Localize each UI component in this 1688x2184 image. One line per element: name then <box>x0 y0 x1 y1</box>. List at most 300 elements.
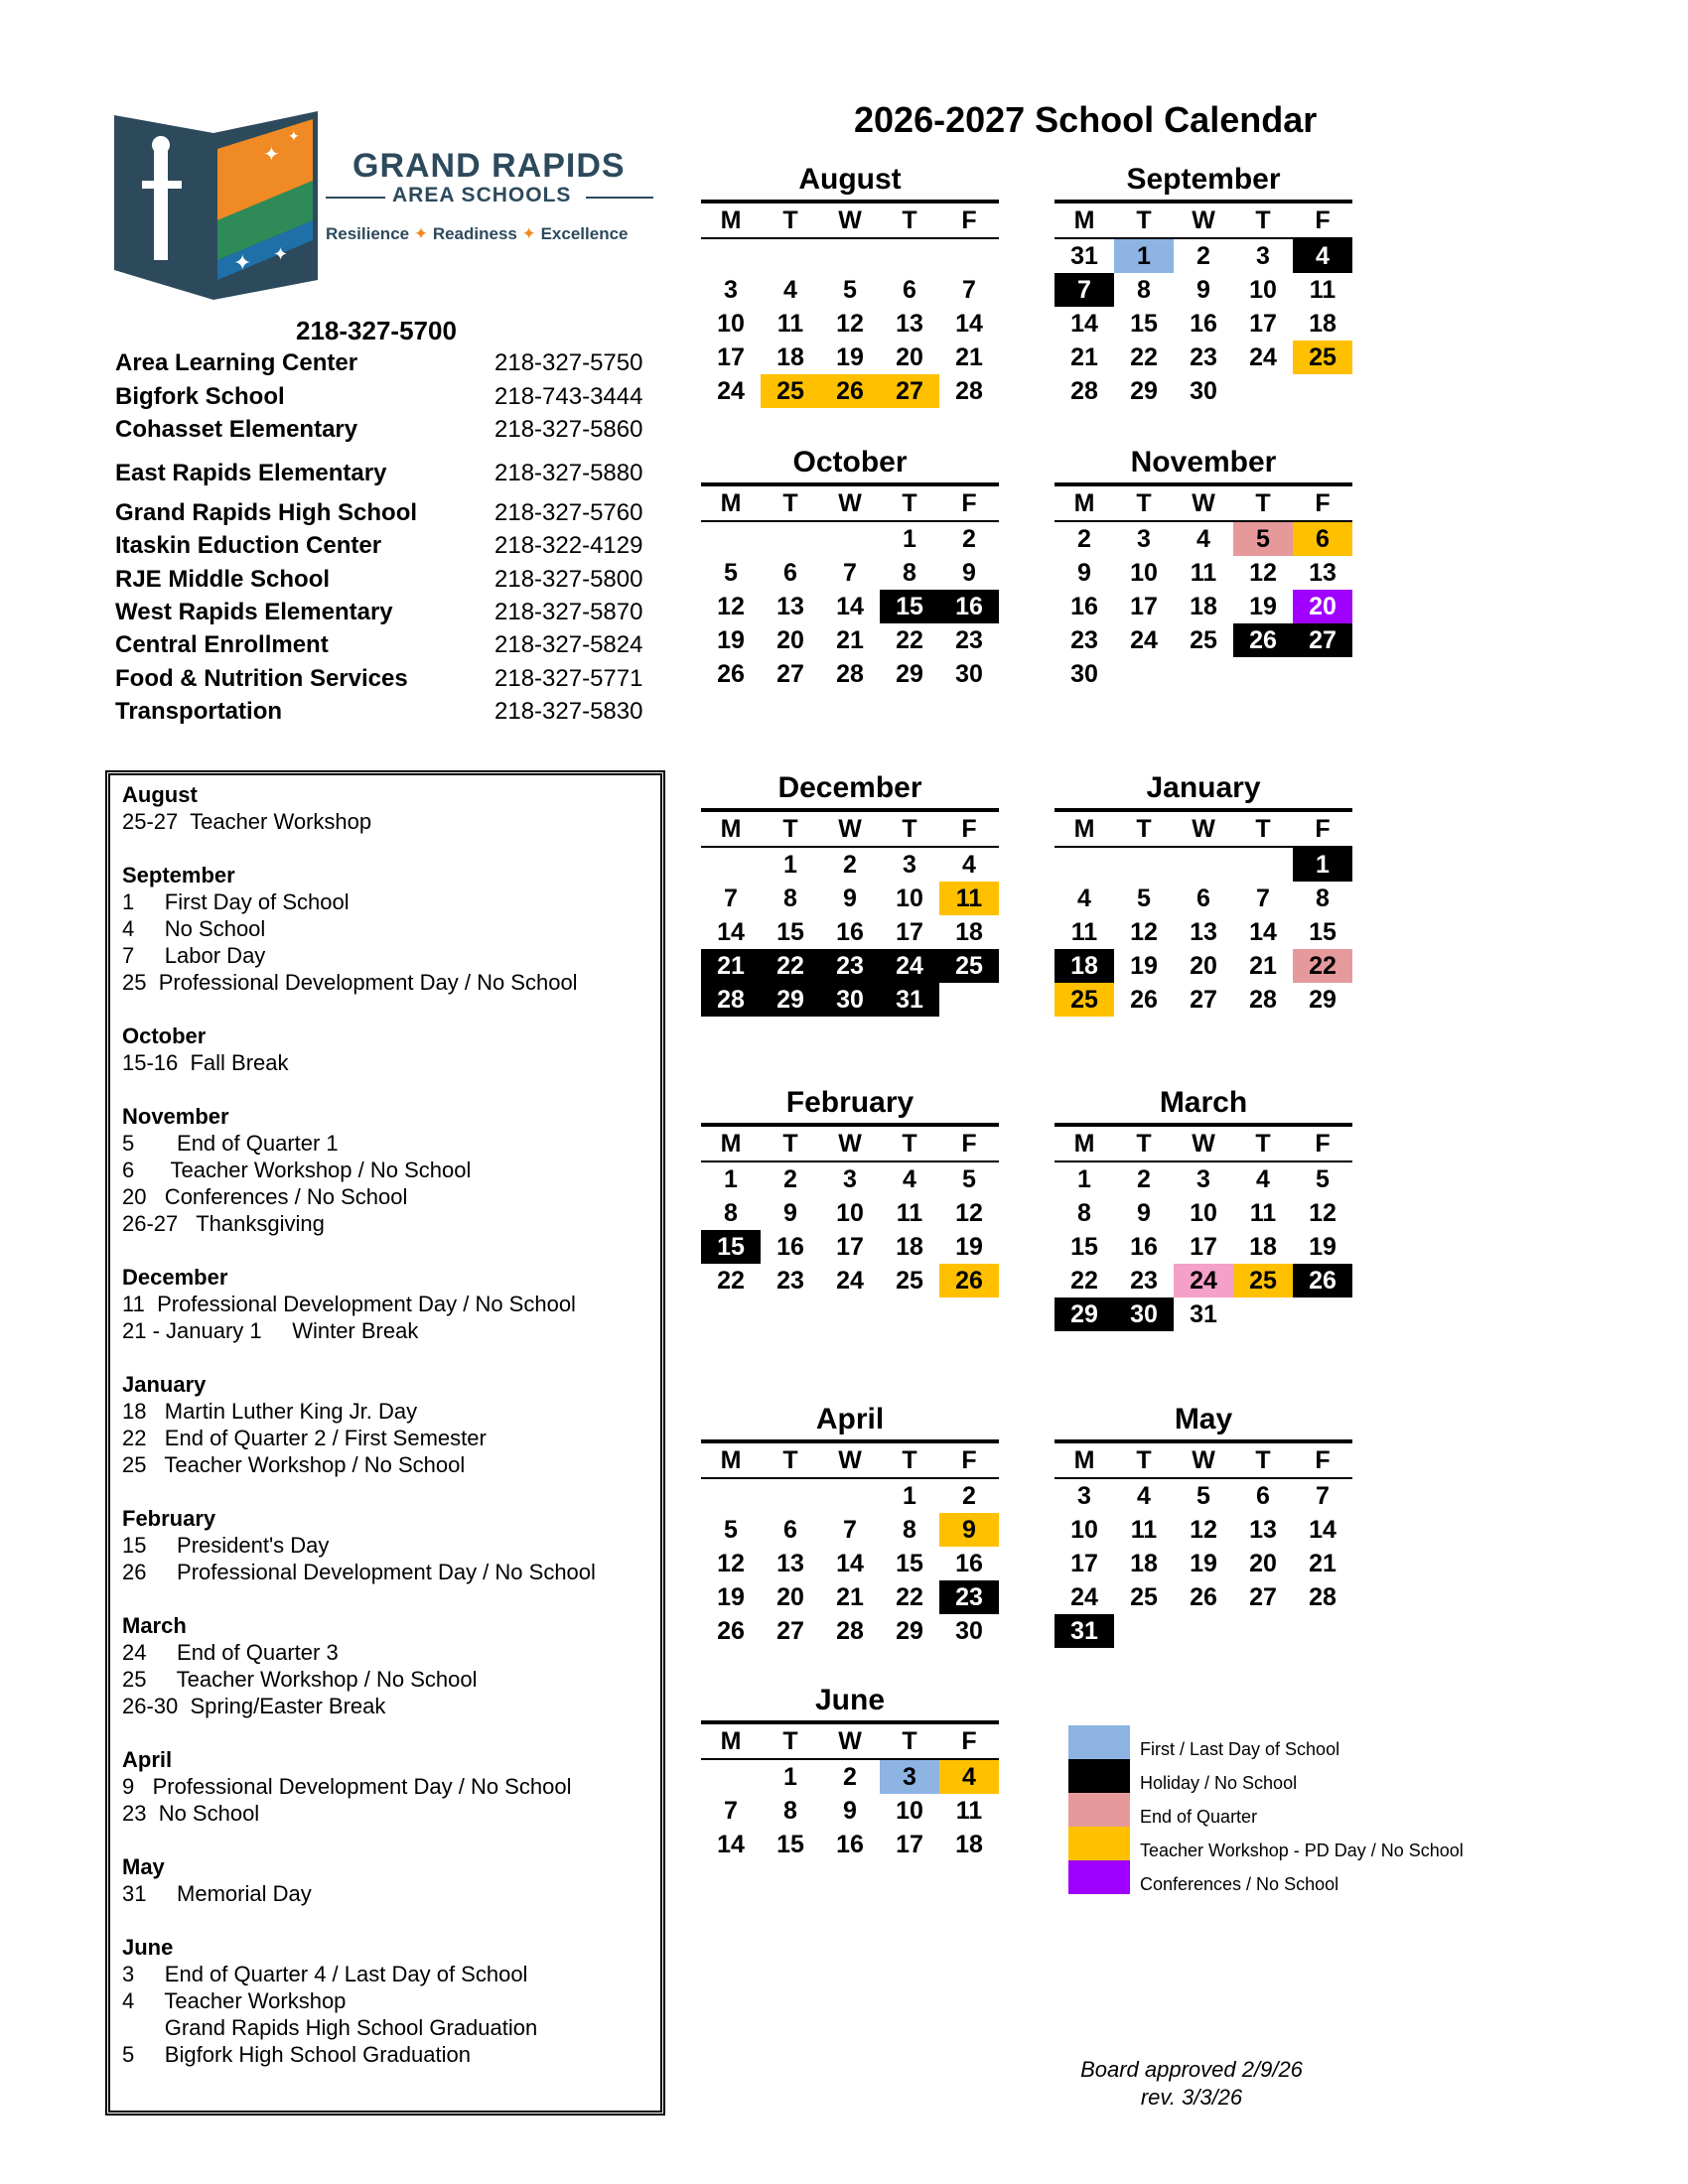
day-cell: 16 <box>955 1550 983 1577</box>
weekday-label: F <box>1315 1446 1331 1474</box>
day-cell: 4 <box>903 1165 916 1193</box>
week-row <box>1055 590 1352 623</box>
day-cell: 1 <box>1293 848 1352 882</box>
event-month: October <box>122 1024 207 1048</box>
day-cell <box>1233 848 1293 882</box>
day-cell: 10 <box>717 310 745 338</box>
weekday-header <box>701 1724 999 1760</box>
day-cell: 26 <box>1130 986 1158 1014</box>
week-row <box>701 915 999 949</box>
week-row <box>1055 882 1352 915</box>
contact-phone: 218-322-4129 <box>494 532 643 559</box>
month-calendar <box>1055 162 1352 408</box>
logo-subtitle: AREA SCHOOLS <box>392 184 572 206</box>
day-cell: 8 <box>1077 1199 1091 1227</box>
svg-text:✦: ✦ <box>263 144 280 166</box>
weekday-header <box>701 486 999 522</box>
day-cell <box>820 522 880 556</box>
week-row <box>701 374 999 408</box>
week-row <box>701 848 999 882</box>
event-spacer <box>122 835 652 862</box>
weekday-label: T <box>782 1727 798 1755</box>
month-title: December <box>777 771 922 804</box>
day-cell: 22 <box>761 949 820 983</box>
day-cell: 6 <box>783 1516 797 1544</box>
event-line: 21 - January 1 Winter Break <box>122 1318 419 1343</box>
event-spacer <box>122 1076 652 1103</box>
day-cell: 14 <box>836 593 864 620</box>
weekday-label: F <box>1315 1130 1331 1158</box>
day-cell: 20 <box>1293 590 1352 623</box>
week-row <box>701 623 999 657</box>
svg-text:✦: ✦ <box>273 244 289 264</box>
day-cell: 2 <box>1077 525 1091 553</box>
contact-phone: 218-327-5830 <box>494 698 643 725</box>
month-title: November <box>1130 446 1277 478</box>
weekday-label: F <box>961 206 977 234</box>
contact-row <box>115 698 671 728</box>
day-cell: 5 <box>843 276 857 304</box>
contact-row <box>115 460 671 489</box>
logo-icon <box>114 111 318 300</box>
svg-text:✦: ✦ <box>288 128 300 144</box>
day-cell: 1 <box>1114 239 1174 273</box>
week-row <box>701 983 999 1017</box>
day-cell: 16 <box>1070 593 1098 620</box>
contact-row <box>115 499 671 529</box>
day-cell <box>820 1479 880 1513</box>
day-cell <box>1174 848 1233 882</box>
district-logo <box>114 111 318 300</box>
week-row <box>1055 522 1352 556</box>
day-cell: 12 <box>955 1199 983 1227</box>
week-row <box>701 949 999 983</box>
event-line: 20 Conferences / No School <box>122 1184 408 1209</box>
day-cell: 5 <box>1233 522 1293 556</box>
day-cell: 12 <box>1130 918 1158 946</box>
day-cell: 28 <box>1249 986 1277 1014</box>
week-row <box>701 273 999 307</box>
contact-name: West Rapids Elementary <box>115 599 393 625</box>
day-cell: 25 <box>1293 341 1352 374</box>
day-cell: 7 <box>843 559 857 587</box>
day-cell: 16 <box>1130 1233 1158 1261</box>
day-cell: 29 <box>1055 1297 1114 1331</box>
weekday-label: T <box>902 1727 917 1755</box>
day-cell: 23 <box>955 626 983 654</box>
event-spacer <box>122 1719 652 1746</box>
day-cell: 16 <box>836 918 864 946</box>
day-cell: 28 <box>1070 377 1098 405</box>
contact-row <box>115 416 671 446</box>
weekday-label: M <box>720 489 742 517</box>
week-row <box>701 1614 999 1648</box>
weekday-header <box>701 1127 999 1162</box>
weekday-header <box>1055 486 1352 522</box>
event-month: March <box>122 1613 187 1638</box>
day-cell: 9 <box>1196 276 1210 304</box>
day-cell: 23 <box>820 949 880 983</box>
day-cell: 9 <box>843 885 857 912</box>
day-cell: 18 <box>1309 310 1336 338</box>
day-cell: 7 <box>843 1516 857 1544</box>
event-month: August <box>122 782 198 807</box>
week-row <box>701 882 999 915</box>
event-line: 1 First Day of School <box>122 889 350 914</box>
contact-name: Transportation <box>115 698 283 725</box>
day-cell: 9 <box>962 559 976 587</box>
day-cell: 3 <box>1196 1165 1210 1193</box>
month-title: April <box>815 1403 885 1435</box>
day-cell: 18 <box>1130 1550 1158 1577</box>
day-cell <box>1114 848 1174 882</box>
day-cell: 25 <box>896 1267 923 1295</box>
day-cell: 31 <box>1190 1300 1217 1328</box>
day-cell: 5 <box>1196 1482 1210 1510</box>
weekday-label: F <box>961 1727 977 1755</box>
day-cell: 2 <box>783 1165 797 1193</box>
day-cell: 15 <box>896 1550 923 1577</box>
contact-phone: 218-327-5870 <box>494 599 643 625</box>
day-cell: 20 <box>1190 952 1217 980</box>
legend-label: Conferences / No School <box>1140 1874 1339 1894</box>
day-cell: 12 <box>836 310 864 338</box>
event-month: June <box>122 1935 174 1960</box>
weekday-label: T <box>1136 1446 1152 1474</box>
day-cell: 8 <box>1137 276 1151 304</box>
tagline-word: Resilience <box>326 224 410 243</box>
event-line: 25-27 Teacher Workshop <box>122 809 372 834</box>
day-cell: 8 <box>1316 885 1330 912</box>
day-cell: 27 <box>776 1617 804 1645</box>
weekday-label: T <box>902 1446 917 1474</box>
day-cell: 18 <box>1055 949 1114 983</box>
day-cell <box>1293 1614 1352 1648</box>
day-cell: 21 <box>1070 343 1098 371</box>
day-cell: 1 <box>783 851 797 879</box>
event-line: 9 Professional Development Day / No School <box>122 1774 572 1799</box>
logo-rule-left <box>326 197 385 199</box>
day-cell: 3 <box>724 276 738 304</box>
day-cell: 28 <box>836 1617 864 1645</box>
day-cell: 17 <box>1249 310 1277 338</box>
day-cell: 23 <box>776 1267 804 1295</box>
day-cell: 6 <box>903 276 916 304</box>
week-row <box>701 1230 999 1264</box>
day-cell: 17 <box>1070 1550 1098 1577</box>
event-line: 15 President's Day <box>122 1533 330 1558</box>
week-row <box>1055 1230 1352 1264</box>
day-cell: 24 <box>1249 343 1277 371</box>
day-cell: 14 <box>1309 1516 1336 1544</box>
day-cell: 14 <box>717 1831 745 1858</box>
day-cell: 5 <box>1316 1165 1330 1193</box>
day-cell: 1 <box>1077 1165 1091 1193</box>
day-cell: 27 <box>776 660 804 688</box>
day-cell: 21 <box>1309 1550 1336 1577</box>
day-cell: 8 <box>724 1199 738 1227</box>
day-cell: 2 <box>962 525 976 553</box>
day-cell: 22 <box>896 626 923 654</box>
week-row <box>701 341 999 374</box>
day-cell: 25 <box>939 949 999 983</box>
day-cell: 24 <box>717 377 745 405</box>
day-cell <box>939 239 999 273</box>
day-cell: 11 <box>1190 559 1217 587</box>
contact-row <box>115 665 671 695</box>
day-cell: 15 <box>1070 1233 1098 1261</box>
day-cell: 30 <box>1070 660 1098 688</box>
month-title: August <box>798 163 902 196</box>
day-cell <box>1293 657 1352 691</box>
weekday-label: T <box>1255 1446 1271 1474</box>
month-calendar <box>1055 770 1352 1017</box>
event-spacer <box>122 1478 652 1505</box>
event-month: November <box>122 1104 229 1129</box>
day-cell: 19 <box>717 1583 745 1611</box>
day-cell: 6 <box>1293 522 1352 556</box>
day-cell: 15 <box>776 1831 804 1858</box>
contact-name: East Rapids Elementary <box>115 460 387 486</box>
day-cell: 3 <box>880 1760 939 1794</box>
day-cell: 12 <box>717 1550 745 1577</box>
day-cell: 28 <box>955 377 983 405</box>
day-cell: 13 <box>1309 559 1336 587</box>
week-row <box>1055 1196 1352 1230</box>
contact-phone: 218-327-5760 <box>494 499 643 526</box>
day-cell: 21 <box>836 626 864 654</box>
day-cell: 21 <box>836 1583 864 1611</box>
logo-name: GRAND RAPIDS <box>352 147 626 185</box>
event-month: December <box>122 1265 228 1290</box>
day-cell: 26 <box>717 1617 745 1645</box>
day-cell: 30 <box>1190 377 1217 405</box>
day-cell: 18 <box>1249 1233 1277 1261</box>
contact-phone: 218-327-5800 <box>494 566 643 593</box>
week-row <box>701 1794 999 1828</box>
day-cell: 28 <box>836 660 864 688</box>
day-cell: 29 <box>896 1617 923 1645</box>
event-spacer <box>122 1344 652 1371</box>
weekday-label: T <box>782 1446 798 1474</box>
week-row <box>1055 949 1352 983</box>
day-cell: 6 <box>1256 1482 1270 1510</box>
weekday-label: T <box>1136 815 1152 843</box>
day-cell: 18 <box>955 918 983 946</box>
weekday-label: W <box>1192 815 1215 843</box>
day-cell: 8 <box>783 885 797 912</box>
contact-row <box>115 383 671 413</box>
day-cell: 15 <box>776 918 804 946</box>
legend-swatch <box>1068 1725 1130 1759</box>
day-cell: 4 <box>783 276 797 304</box>
month-calendar <box>701 1085 999 1297</box>
weekday-label: M <box>720 1130 742 1158</box>
month-title: October <box>792 446 908 478</box>
day-cell: 25 <box>761 374 820 408</box>
day-cell: 1 <box>903 525 916 553</box>
day-cell <box>701 239 761 273</box>
week-row <box>701 556 999 590</box>
weekday-label: T <box>1255 815 1271 843</box>
weekday-label: T <box>902 489 917 517</box>
contact-name: Grand Rapids High School <box>115 499 418 526</box>
contact-name: Itaskin Eduction Center <box>115 532 382 559</box>
day-cell: 11 <box>896 1199 923 1227</box>
day-cell <box>701 1760 761 1794</box>
page-title: 2026-2027 School Calendar <box>854 99 1318 140</box>
weekday-label: T <box>1255 489 1271 517</box>
weekday-label: T <box>1136 489 1152 517</box>
weekday-label: W <box>1192 489 1215 517</box>
day-cell: 9 <box>843 1797 857 1825</box>
weekday-label: F <box>1315 206 1331 234</box>
weekday-header <box>1055 1127 1352 1162</box>
day-cell <box>701 1479 761 1513</box>
day-cell: 25 <box>1055 983 1114 1017</box>
week-row <box>1055 1614 1352 1648</box>
day-cell: 17 <box>717 343 745 371</box>
event-line: 5 End of Quarter 1 <box>122 1131 339 1156</box>
day-cell: 10 <box>1249 276 1277 304</box>
day-cell <box>761 1479 820 1513</box>
weekday-label: M <box>720 206 742 234</box>
event-line: 25 Teacher Workshop / No School <box>122 1667 478 1692</box>
event-line: 26 Professional Development Day / No School <box>122 1560 596 1584</box>
day-cell: 26 <box>1293 1264 1352 1297</box>
event-line: 22 End of Quarter 2 / First Semester <box>122 1426 487 1450</box>
month-title: January <box>1146 771 1261 804</box>
day-cell: 9 <box>783 1199 797 1227</box>
legend-swatch <box>1068 1827 1130 1860</box>
event-month: January <box>122 1372 207 1397</box>
weekday-label: T <box>782 489 798 517</box>
day-cell: 5 <box>724 1516 738 1544</box>
day-cell: 11 <box>1130 1516 1158 1544</box>
revision-note: rev. 3/3/26 <box>1140 2085 1243 2110</box>
weekday-header <box>1055 812 1352 848</box>
day-cell: 3 <box>1137 525 1151 553</box>
week-row <box>1055 341 1352 374</box>
month-calendar <box>701 770 999 1017</box>
day-cell: 12 <box>1249 559 1277 587</box>
weekday-label: M <box>1073 1130 1095 1158</box>
contact-name: Central Enrollment <box>115 631 329 658</box>
day-cell: 14 <box>955 310 983 338</box>
contact-row <box>115 631 671 661</box>
month-calendar <box>701 162 999 408</box>
day-cell: 11 <box>1070 918 1098 946</box>
day-cell: 1 <box>724 1165 738 1193</box>
day-cell: 28 <box>701 983 761 1017</box>
week-row <box>1055 1264 1352 1297</box>
day-cell: 4 <box>939 1760 999 1794</box>
day-cell: 29 <box>1130 377 1158 405</box>
day-cell: 6 <box>1196 885 1210 912</box>
weekday-label: T <box>782 1130 798 1158</box>
day-cell <box>761 239 820 273</box>
day-cell: 11 <box>955 1797 983 1825</box>
month-title: June <box>814 1684 886 1716</box>
day-cell <box>1174 1614 1233 1648</box>
day-cell: 16 <box>836 1831 864 1858</box>
day-cell: 5 <box>724 559 738 587</box>
day-cell: 10 <box>1070 1516 1098 1544</box>
day-cell: 12 <box>1309 1199 1336 1227</box>
event-line: 3 End of Quarter 4 / Last Day of School <box>122 1962 528 1986</box>
week-row <box>1055 983 1352 1017</box>
weekday-label: W <box>838 206 862 234</box>
day-cell: 29 <box>761 983 820 1017</box>
event-line: 23 No School <box>122 1801 260 1826</box>
weekday-label: F <box>961 1130 977 1158</box>
day-cell: 7 <box>724 885 738 912</box>
week-row <box>1055 657 1352 691</box>
week-row <box>701 1760 999 1794</box>
weekday-label: F <box>961 1446 977 1474</box>
day-cell: 19 <box>1249 593 1277 620</box>
month-title: March <box>1159 1086 1248 1119</box>
day-cell: 14 <box>1070 310 1098 338</box>
day-cell: 26 <box>1190 1583 1217 1611</box>
day-cell <box>1233 1614 1293 1648</box>
day-cell: 10 <box>836 1199 864 1227</box>
event-month: May <box>122 1854 165 1879</box>
day-cell: 8 <box>903 559 916 587</box>
week-row <box>701 590 999 623</box>
day-cell: 23 <box>1190 343 1217 371</box>
weekday-label: T <box>1136 1130 1152 1158</box>
day-cell: 16 <box>1190 310 1217 338</box>
event-spacer <box>122 996 652 1023</box>
day-cell <box>1174 657 1233 691</box>
day-cell: 14 <box>1249 918 1277 946</box>
event-line: 26-30 Spring/Easter Break <box>122 1694 386 1718</box>
week-row <box>1055 556 1352 590</box>
weekday-label: W <box>838 1727 862 1755</box>
legend-swatch <box>1068 1793 1130 1827</box>
week-row <box>1055 273 1352 307</box>
weekday-label: W <box>838 815 862 843</box>
day-cell: 20 <box>776 1583 804 1611</box>
event-line: 18 Martin Luther King Jr. Day <box>122 1399 418 1424</box>
event-line: 5 Bigfork High School Graduation <box>122 2042 471 2067</box>
event-spacer <box>122 1585 652 1612</box>
day-cell: 7 <box>1256 885 1270 912</box>
month-title: February <box>785 1086 914 1119</box>
day-cell: 1 <box>783 1763 797 1791</box>
week-row <box>1055 1297 1352 1331</box>
day-cell <box>1114 1614 1174 1648</box>
day-cell: 21 <box>955 343 983 371</box>
weekday-header <box>701 1443 999 1479</box>
event-month: February <box>122 1506 216 1531</box>
event-line: 4 Teacher Workshop <box>122 1988 347 2013</box>
day-cell: 25 <box>1130 1583 1158 1611</box>
day-cell: 9 <box>1137 1199 1151 1227</box>
contact-row <box>115 566 671 596</box>
day-cell: 24 <box>880 949 939 983</box>
day-cell: 24 <box>1130 626 1158 654</box>
weekday-label: F <box>1315 489 1331 517</box>
weekday-label: F <box>961 489 977 517</box>
event-line: 24 End of Quarter 3 <box>122 1640 339 1665</box>
event-line: 26-27 Thanksgiving <box>122 1211 325 1236</box>
weekday-label: W <box>838 1130 862 1158</box>
day-cell: 4 <box>962 851 976 879</box>
day-cell: 19 <box>1190 1550 1217 1577</box>
day-cell: 23 <box>1130 1267 1158 1295</box>
